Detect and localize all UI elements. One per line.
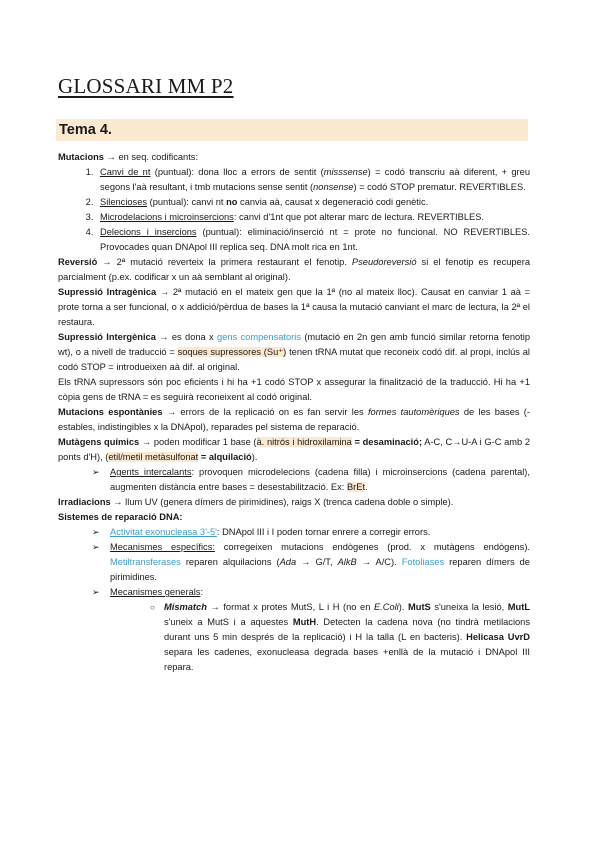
mutacions-entry: Mutacions → en seq. codificants: bbox=[58, 152, 199, 162]
list-item: ○ Mismatch → format x protes MutS, L i H (no en E.Coli). MutS s'uneixa la lesió, MutL s'uneix a MutS i a aquestes MutH. Detecten la cadena nova (no tindrà metilacions durant uns 5 min després de la replicació) i H la talla (L en bacteris). Helicasa UvrD separa les cadenes, exonucleasa degrada bases +enllà de la mutació i DNApol III repara. bbox=[150, 600, 530, 675]
list-item: 1. Canvi de nt (puntual): dona lloc a errors de sentit (misssense) = codó transcriu aà diferent, + greu segons l'aà resultant, i tmb mutacions sense sentit (nonsense) = codó STOP prematur. REVERTIBLES. bbox=[96, 165, 530, 195]
list-item: 3. Microdelacions i microinsercions: canvi d'1nt que pot alterar marc de lectura. REVERTIBLES. bbox=[96, 210, 530, 225]
mutagens-entry: Mutàgens químics → poden modificar 1 base (à. nitrós i hidroxilamina = desaminació; A-C, C→U-A i G-C amb 2 ponts d'H), (etil/metil metàsulfonat = alquilació). bbox=[58, 437, 531, 462]
intragenica-entry: Supressió Intragènica → 2ª mutació en el mateix gen que la 1ª (no al mateix lloc). Causat en canviar 1 aà = prote torna a ser funcional, o x addició/pèrdua de bases la 1ª causa la mutació canviant el marc de lectura, la 2ª el restaura. bbox=[58, 287, 531, 327]
list-item: ➢ Mecanismes generals: ○ Mismatch → format x protes MutS, L i H (no en E.Coli). MutS s'uneixa la lesió, MutL s'uneix a MutS i a aquestes MutH. Detecten la cadena nova (no tindrà metilacions durant uns 5 min després de la replicació) i H la talla (L en bacteris). Helicasa UvrD separa les cadenes, exonucleasa degrada bases +enllà de la mutació i DNApol III repara. bbox=[92, 585, 530, 675]
list-item: ➢ Mecanismes específics: corregeixen mutacions endògenes (prod. x mutàgens endògens). Metiltransferases reparen alquilacions (Ada → G/T, AlkB → A/C). Fotoliases reparen dímers de pirimidines. bbox=[92, 540, 530, 585]
section-heading: Tema 4. bbox=[56, 119, 528, 141]
irradiacions-entry: Irradiacions → llum UV (genera dímers de pirimidines), raigs X (trenca cadena doble o simple). bbox=[58, 497, 454, 507]
intergenica-entry: Supressió Intergènica → es dona x gens compensatoris (mutació en 2n gen amb funció similar retorna fenotip wt), o a nivell de traducció = soques supressores (Su⁺) tenen tRNA mutat que reconeix codó dif. al propi, inclús al codó STOP = introdueixen aà dif. al original. bbox=[58, 332, 530, 372]
list-item: ➢ Activitat exonucleasa 3'-5': DNApol III i I poden tornar enrere a corregir errors. bbox=[92, 525, 530, 540]
trna-entry: Els tRNA supressors són poc eficients i hi ha +1 codó STOP x assegurar la finalització de la traducció. Hi ha +1 còpia gens de tRNA = es seguirà reconeixent al codó original. bbox=[58, 377, 530, 402]
page-title: GLOSSARI MM P2 bbox=[58, 74, 234, 98]
glossary-body bbox=[58, 150, 530, 675]
reversio-entry: Reversió → 2ª mutació reverteix la primera restaurant el fenotip. Pseudoreversió si el fenotip es recupera parcialment (p.ex. codificar x un aà semblant al original). bbox=[58, 257, 530, 282]
list-item: 2. Silencioses (puntual): canvi nt no canvia aà, causat x degeneració codi genètic. bbox=[96, 195, 530, 210]
reparacio-heading: Sistemes de reparació DNA: bbox=[58, 512, 183, 522]
mutation-types-list bbox=[58, 165, 530, 255]
list-item: ➢ Agents intercalants: provoquen microdelecions (cadena filla) i microinsercions (cadena parental), augmenten distància entre bases = desestabilització. Ex: BrEt. bbox=[92, 465, 530, 495]
reparacio-list bbox=[58, 525, 530, 675]
list-item: 4. Delecions i insercions (puntual): eliminació/inserció nt = prote no funcional. NO REVERTIBLES. Provocades quan DNApol III replica seq. DNA molt rica en 1nt. bbox=[96, 225, 530, 255]
intercalants-list bbox=[58, 465, 530, 495]
generals-sublist bbox=[110, 600, 530, 675]
espontanies-entry: Mutacions espontànies → errors de la replicació on es fan servir les formes tautomèriques de les bases (-estables, indistingibles x la DNApol), reparades pel sistema de reparació. bbox=[58, 407, 530, 432]
